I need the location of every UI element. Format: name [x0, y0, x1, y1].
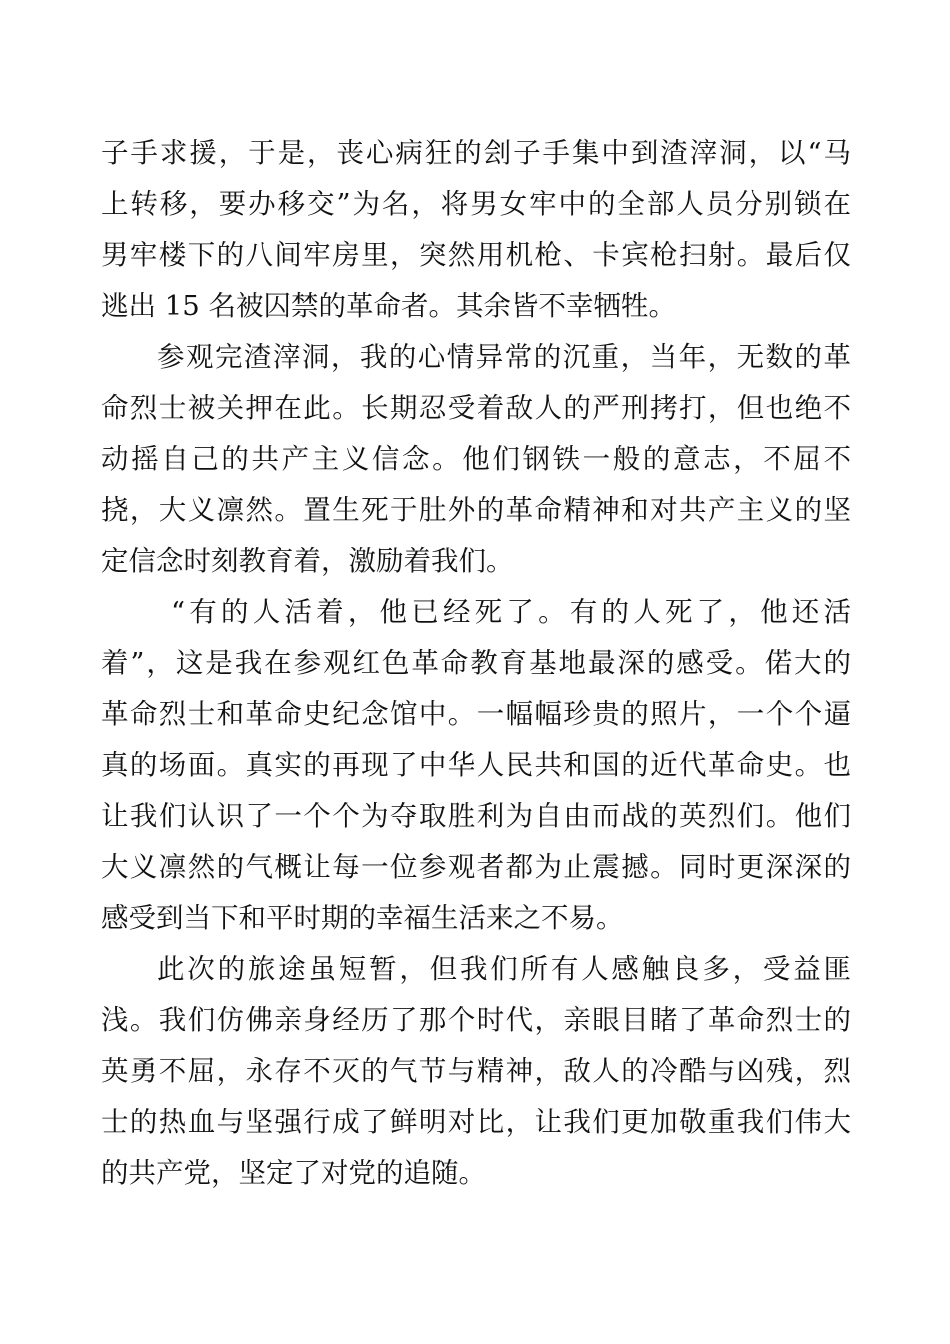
text-line: 男牢楼下的八间牢房里，突然用机枪、卡宾枪扫射。最后仅 — [101, 239, 851, 271]
text-line: 上转移，要办移交”为名，将男女牢中的全部人员分别锁在 — [101, 188, 851, 220]
text-line: 让我们认识了一个个为夺取胜利为自由而战的英烈们。他们 — [101, 800, 851, 832]
text-line: “有的人活着，他已经死了。有的人死了，他还活 — [171, 596, 851, 628]
text-line: 大义凛然的气概让每一位参观者都为止震撼。同时更深深的 — [101, 851, 851, 883]
text-line: 的共产党，坚定了对党的追随。 — [101, 1157, 486, 1189]
text-line: 感受到当下和平时期的幸福生活来之不易。 — [101, 902, 624, 934]
text-line: 动摇自己的共产主义信念。他们钢铁一般的意志，不屈不 — [101, 443, 851, 475]
text-line: 参观完渣滓洞，我的心情异常的沉重，当年，无数的革 — [157, 341, 851, 373]
text-line: 此次的旅途虽短暂，但我们所有人感触良多，受益匪 — [157, 953, 851, 985]
paragraph — [101, 944, 851, 1199]
text-line: 浅。我们仿佛亲身经历了那个时代，亲眼目睹了革命烈士的 — [101, 1004, 851, 1036]
paragraph — [101, 128, 851, 332]
paragraph — [101, 332, 851, 587]
text-line: 定信念时刻教育着，激励着我们。 — [101, 545, 514, 577]
text-line: 士的热血与坚强行成了鲜明对比，让我们更加敬重我们伟大 — [101, 1106, 851, 1138]
text-line: 挠，大义凛然。置生死于肚外的革命精神和对共产主义的坚 — [101, 494, 851, 526]
text-line: 逃出 15 名被囚禁的革命者。其余皆不幸牺牲。 — [101, 290, 676, 322]
text-line: 英勇不屈，永存不灭的气节与精神，敌人的冷酷与凶残，烈 — [101, 1055, 851, 1087]
text-line: 真的场面。真实的再现了中华人民共和国的近代革命史。也 — [101, 749, 851, 781]
text-line: 着”，这是我在参观红色革命教育基地最深的感受。偌大的 — [101, 647, 851, 679]
document-body — [101, 128, 851, 1199]
paragraph — [101, 587, 851, 944]
text-line: 革命烈士和革命史纪念馆中。一幅幅珍贵的照片，一个个逼 — [101, 698, 851, 730]
text-line: 子手求援，于是，丧心病狂的刽子手集中到渣滓洞，以“马 — [101, 137, 851, 169]
text-line: 命烈士被关押在此。长期忍受着敌人的严刑拷打，但也绝不 — [101, 392, 851, 424]
